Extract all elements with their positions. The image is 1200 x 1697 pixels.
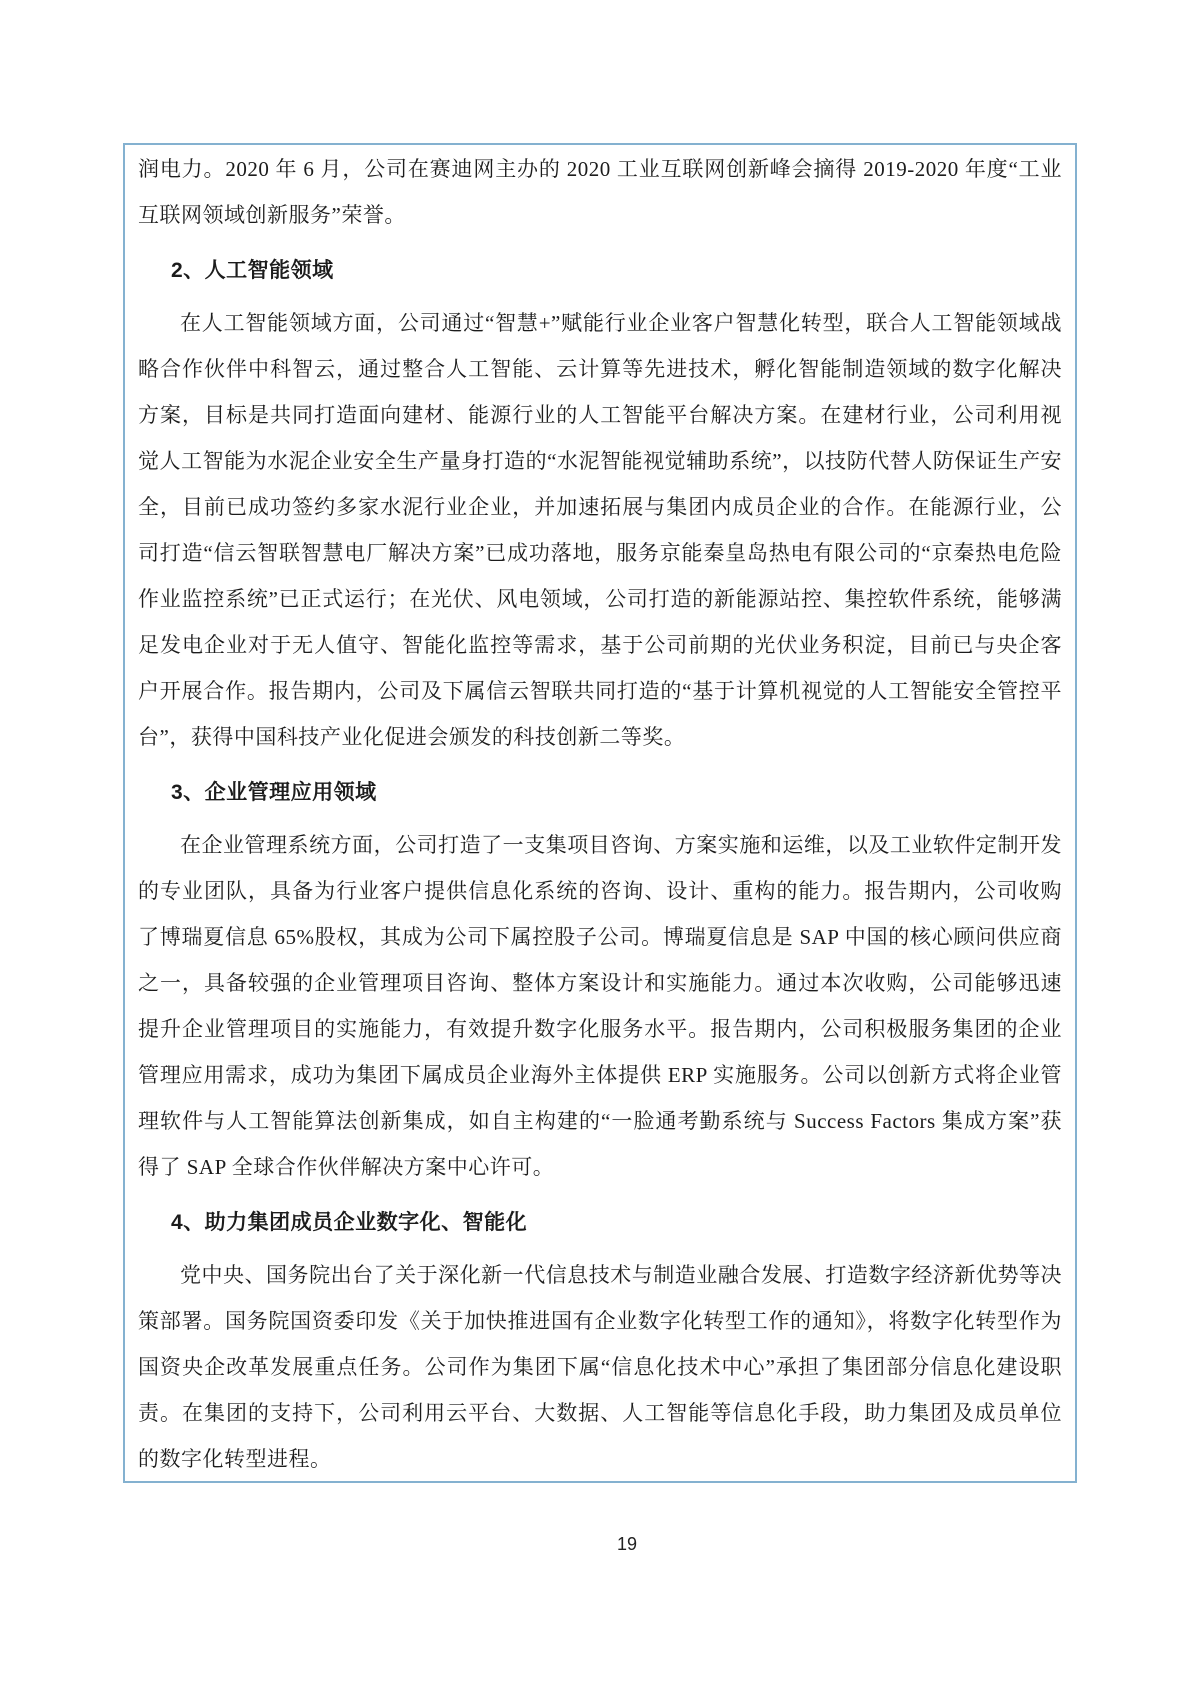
page-number: 19 bbox=[616, 1534, 638, 1554]
paragraph-group-digitalization: 党中央、国务院出台了关于深化新一代信息技术与制造业融合发展、打造数字经济新优势等决策部署。国务院国资委印发《关于加快推进国有企业数字化转型工作的通知》，将数字化转型作为国资央企改革发展重点任务。公司作为集团下属“信息化技术中心”承担了集团部分信息化建设职责。在集团的支持下，公司利用云平台、大数据、人工智能等信息化手段，助力集团及成员单位的数字化转型进程。 bbox=[138, 1263, 1062, 1471]
section-heading-ai: 2、人工智能领域 bbox=[171, 259, 334, 282]
paragraph-enterprise-management: 在企业管理系统方面，公司打造了一支集项目咨询、方案实施和运维，以及工业软件定制开发的专业团队，具备为行业客户提供信息化系统的咨询、设计、重构的能力。报告期内，公司收购了博瑞夏信息 65%股权，其成为公司下属控股子公司。博瑞夏信息是 SAP 中国的核心顾问供应商之一，具备较强的企业管理项目咨询、整体方案设计和实施能力。通过本次收购，公司能够迅速提升企业管理项目的实施能力，有效提升数字化服务水平。报告期内，公司积极服务集团的企业管理应用需求，成功为集团下属成员企业海外主体提供 ERP 实施服务。公司以创新方式将企业管理软件与人工智能算法创新集成，如自主构建的“一脸通考勤系统与 Success Factors 集成方案”获得了 SAP 全球合作伙伴解决方案中心许可。 bbox=[138, 833, 1062, 1179]
paragraph-continued: 润电力。2020 年 6 月，公司在赛迪网主办的 2020 工业互联网创新峰会摘得 2019-2020 年度“工业互联网领域创新服务”荣誉。 bbox=[138, 157, 1062, 227]
section-heading-group-digitalization: 4、助力集团成员企业数字化、智能化 bbox=[171, 1211, 528, 1234]
content-border-box bbox=[123, 143, 1077, 1483]
section-heading-enterprise-management: 3、企业管理应用领域 bbox=[171, 781, 377, 804]
paragraph-ai: 在人工智能领域方面，公司通过“智慧+”赋能行业企业客户智慧化转型，联合人工智能领域战略合作伙伴中科智云，通过整合人工智能、云计算等先进技术，孵化智能制造领域的数字化解决方案，目标是共同打造面向建材、能源行业的人工智能平台解决方案。在建材行业，公司利用视觉人工智能为水泥企业安全生产量身打造的“水泥智能视觉辅助系统”，以技防代替人防保证生产安全，目前已成功签约多家水泥行业企业，并加速拓展与集团内成员企业的合作。在能源行业，公司打造“信云智联智慧电厂解决方案”已成功落地，服务京能秦皇岛热电有限公司的“京秦热电危险作业监控系统”已正式运行；在光伏、风电领域，公司打造的新能源站控、集控软件系统，能够满足发电企业对于无人值守、智能化监控等需求，基于公司前期的光伏业务积淀，目前已与央企客户开展合作。报告期内，公司及下属信云智联共同打造的“基于计算机视觉的人工智能安全管控平台”，获得中国科技产业化促进会颁发的科技创新二等奖。 bbox=[138, 311, 1062, 749]
